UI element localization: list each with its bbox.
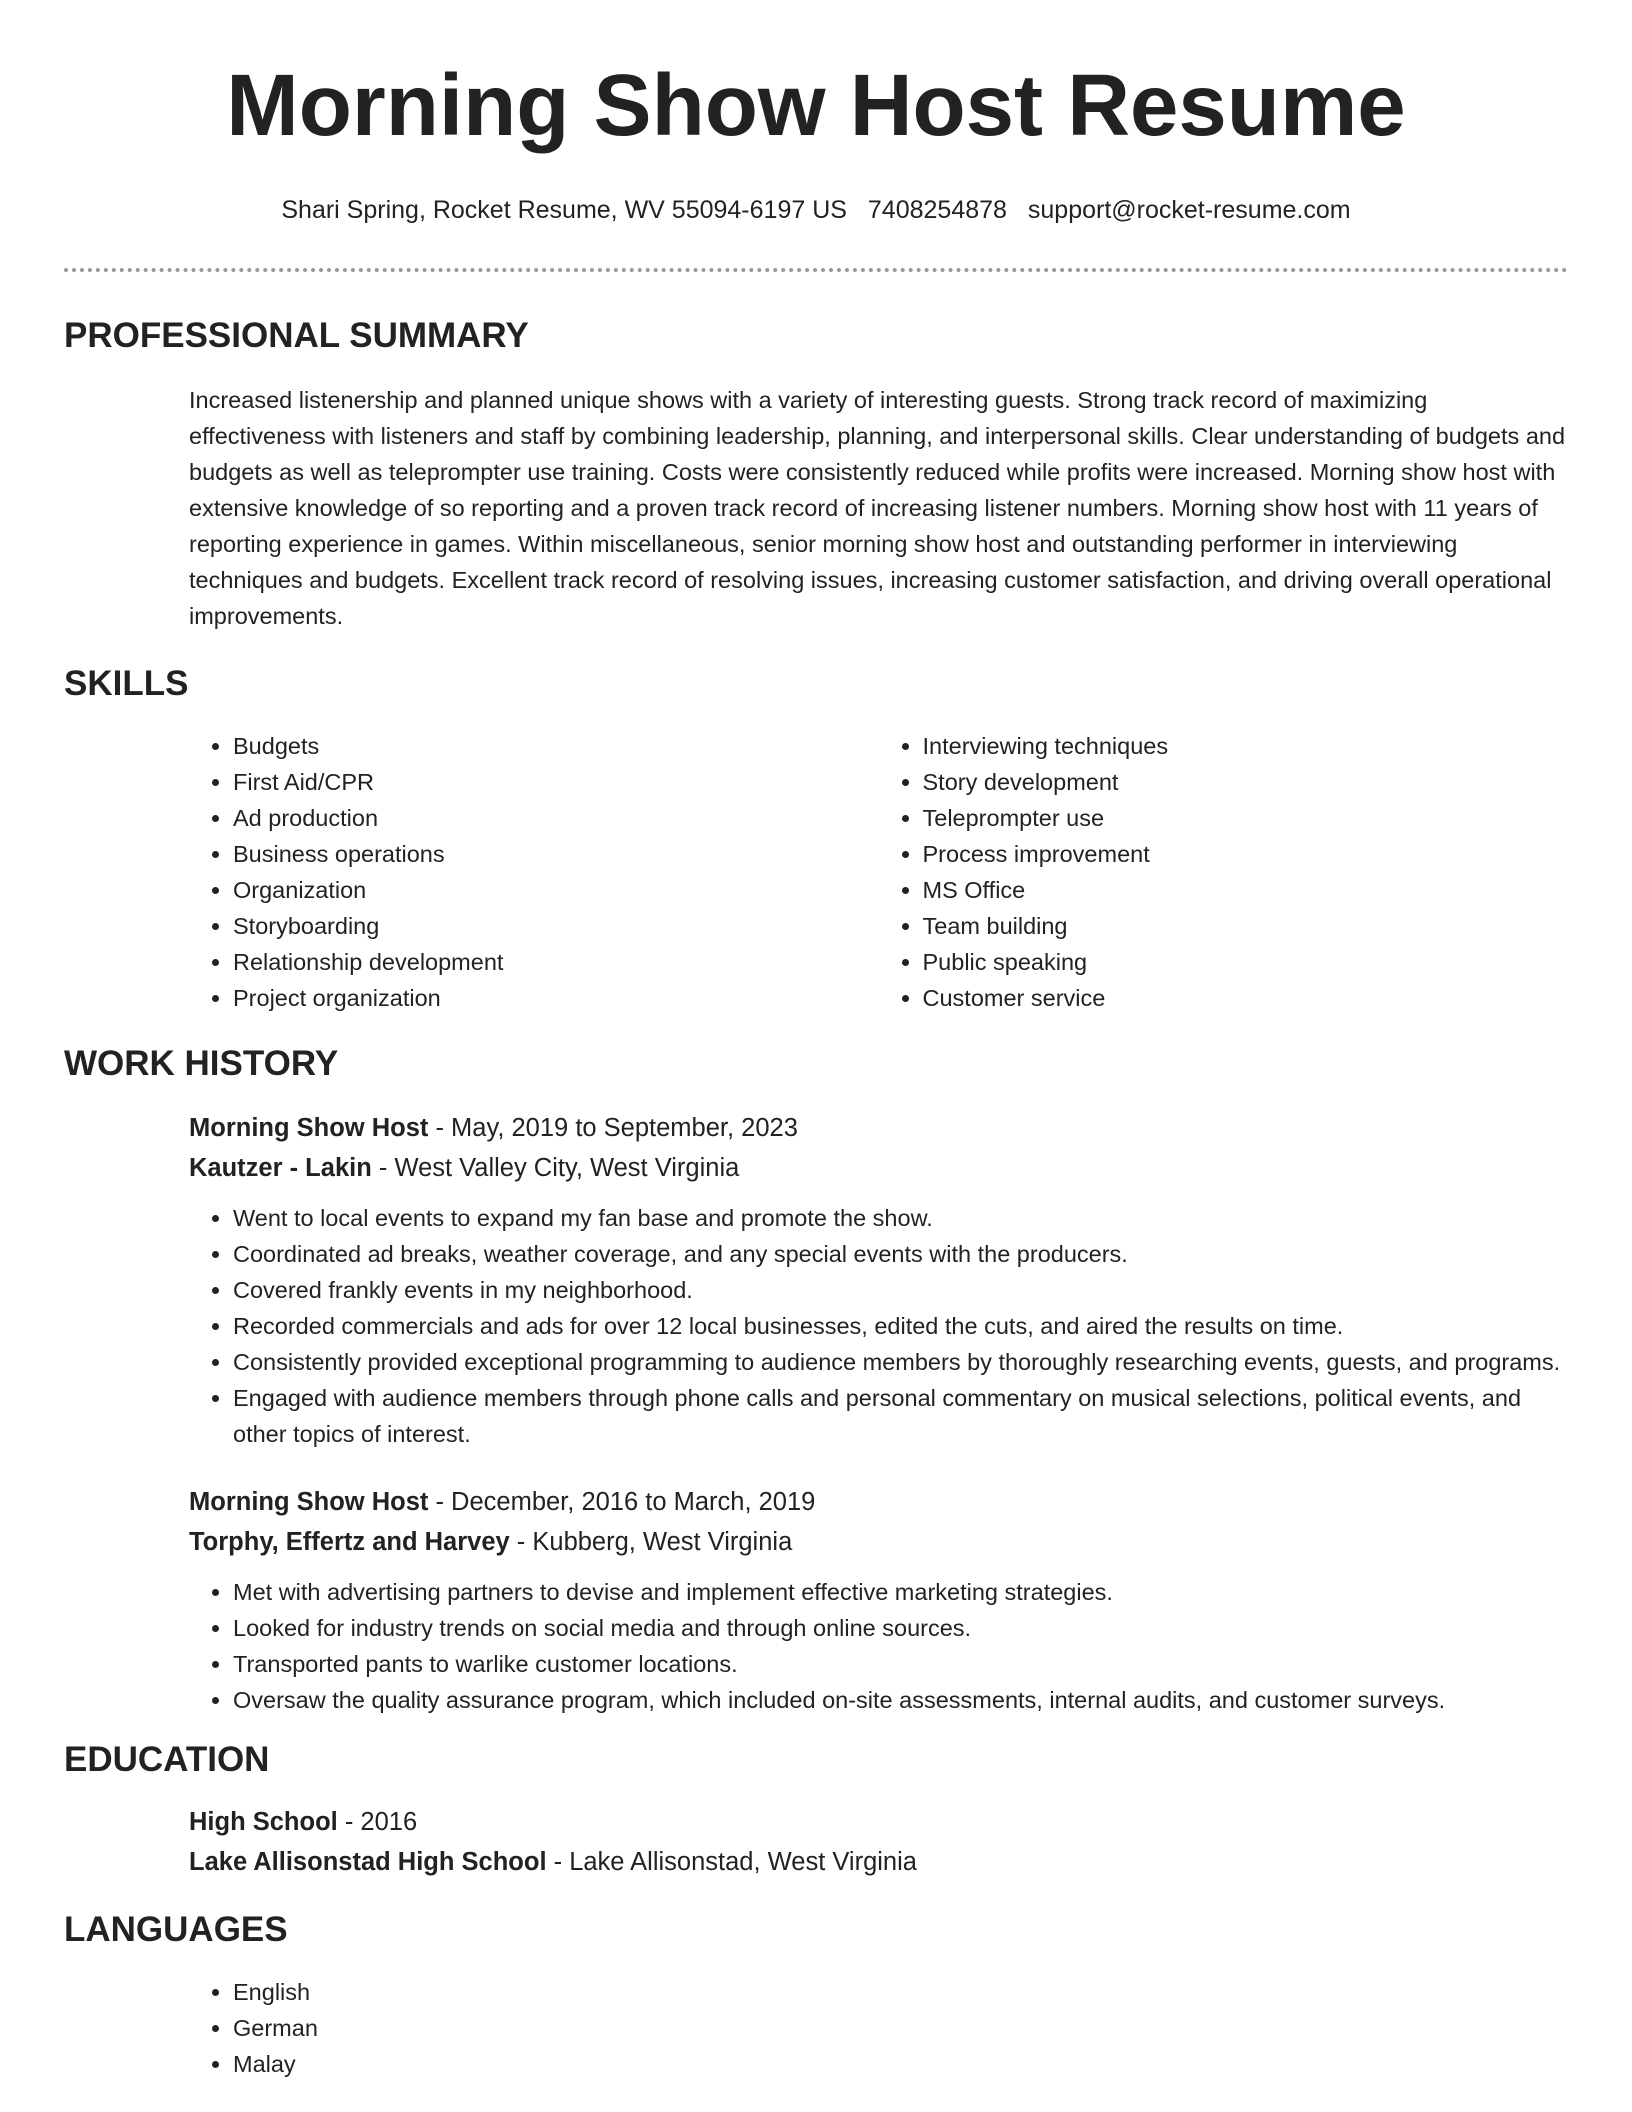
skill-item: • First Aid/CPR xyxy=(233,764,879,800)
job-duties xyxy=(189,1574,1568,1718)
skill-item: • MS Office xyxy=(923,872,1569,908)
job-duty: • Covered frankly events in my neighborhood. xyxy=(233,1272,1568,1308)
skill-item: • Customer service xyxy=(923,980,1569,1016)
contact-line xyxy=(64,194,1568,226)
skills-list xyxy=(189,728,1568,1016)
resume-title: Morning Show Host Resume xyxy=(226,57,1406,154)
skill-item: • Team building xyxy=(923,908,1569,944)
language-item: • English xyxy=(233,1974,1568,2010)
job-company-line xyxy=(189,1522,1568,1562)
contact-phone: 7408254878 xyxy=(867,196,1007,224)
job-title-line xyxy=(189,1482,1568,1522)
skill-item: • Story development xyxy=(923,764,1569,800)
job-title-line xyxy=(189,1108,1568,1148)
skill-item: • Project organization xyxy=(233,980,879,1016)
job-entry xyxy=(189,1108,1568,1452)
contact-email: support@rocket-resume.com xyxy=(1027,196,1351,224)
job-duty: • Recorded commercials and ads for over 12 local businesses, edited the cuts, and aired the results on time. xyxy=(233,1308,1568,1344)
job-entry xyxy=(189,1482,1568,1718)
languages-items xyxy=(189,1974,1568,2082)
skill-item: • Process improvement xyxy=(923,836,1569,872)
skill-item: • Relationship development xyxy=(233,944,879,980)
language-item: • German xyxy=(233,2010,1568,2046)
skills-column-right xyxy=(879,728,1569,1016)
job-duty: • Consistently provided exceptional programming to audience members by thoroughly researching events, guests, and programs. xyxy=(233,1344,1568,1380)
job-duty: • Looked for industry trends on social media and through online sources. xyxy=(233,1610,1568,1646)
graduation-year: - 2016 xyxy=(337,1808,418,1836)
skills-column-left xyxy=(189,728,879,1016)
languages-list xyxy=(189,1974,1568,2082)
skill-item: • Teleprompter use xyxy=(923,800,1569,836)
job-duty: • Met with advertising partners to devise and implement effective marketing strategies. xyxy=(233,1574,1568,1610)
skill-item: • Organization xyxy=(233,872,879,908)
language-item: • Malay xyxy=(233,2046,1568,2082)
job-duties xyxy=(189,1200,1568,1452)
job-duty: • Coordinated ad breaks, weather coverage, and any special events with the producers. xyxy=(233,1236,1568,1272)
skill-item: • Public speaking xyxy=(923,944,1569,980)
summary-text: Increased listenership and planned unique shows with a variety of interesting guests. Strong track record of maximizing effectiveness with listeners and staff by combining leadership, planning, and interpersonal skills. Clear understanding of budgets and budgets as well as teleprompter use training. Costs were consistently reduced while profits were increased. Morning show host with extensive knowledge of so reporting and a proven track record of increasing listener numbers. Morning show host with 11 years of reporting experience in games. Within miscellaneous, senior morning show host and outstanding performer in interviewing techniques and budgets. Excellent track record of resolving issues, increasing customer satisfaction, and driving overall operational improvements. xyxy=(189,387,1566,629)
job-location: - West Valley City, West Virginia xyxy=(371,1154,740,1182)
skills-heading: SKILLS xyxy=(64,664,189,703)
job-location: - Kubberg, West Virginia xyxy=(509,1528,793,1556)
summary-heading: PROFESSIONAL SUMMARY xyxy=(64,316,529,355)
education-heading: EDUCATION xyxy=(64,1740,270,1779)
languages-heading: LANGUAGES xyxy=(64,1910,288,1949)
job-company-line xyxy=(189,1148,1568,1188)
job-dates: - May, 2019 to September, 2023 xyxy=(428,1114,798,1142)
education-entry xyxy=(189,1802,1568,1882)
job-title: Morning Show Host xyxy=(189,1114,429,1142)
skill-item: • Interviewing techniques xyxy=(923,728,1569,764)
skill-item: • Business operations xyxy=(233,836,879,872)
skill-item: • Budgets xyxy=(233,728,879,764)
school-location: - Lake Allisonstad, West Virginia xyxy=(546,1848,917,1876)
job-dates: - December, 2016 to March, 2019 xyxy=(428,1488,816,1516)
work-history-heading: WORK HISTORY xyxy=(64,1044,339,1083)
header-divider xyxy=(64,268,1568,272)
school-name: Lake Allisonstad High School xyxy=(189,1848,547,1876)
job-company: Torphy, Effertz and Harvey xyxy=(189,1528,510,1556)
contact-address: Shari Spring, Rocket Resume, WV 55094-6197 US xyxy=(281,196,847,224)
degree-line xyxy=(189,1802,1568,1842)
school-line xyxy=(189,1842,1568,1882)
skill-item: • Ad production xyxy=(233,800,879,836)
skill-item: • Storyboarding xyxy=(233,908,879,944)
job-duty: • Transported pants to warlike customer locations. xyxy=(233,1646,1568,1682)
job-company: Kautzer - Lakin xyxy=(189,1154,372,1182)
degree: High School xyxy=(189,1808,338,1836)
job-duty: • Engaged with audience members through phone calls and personal commentary on musical selections, political events, and other topics of interest. xyxy=(233,1380,1568,1452)
job-duty: • Went to local events to expand my fan base and promote the show. xyxy=(233,1200,1568,1236)
job-title: Morning Show Host xyxy=(189,1488,429,1516)
job-duty: • Oversaw the quality assurance program, which included on-site assessments, internal audits, and customer surveys. xyxy=(233,1682,1568,1718)
